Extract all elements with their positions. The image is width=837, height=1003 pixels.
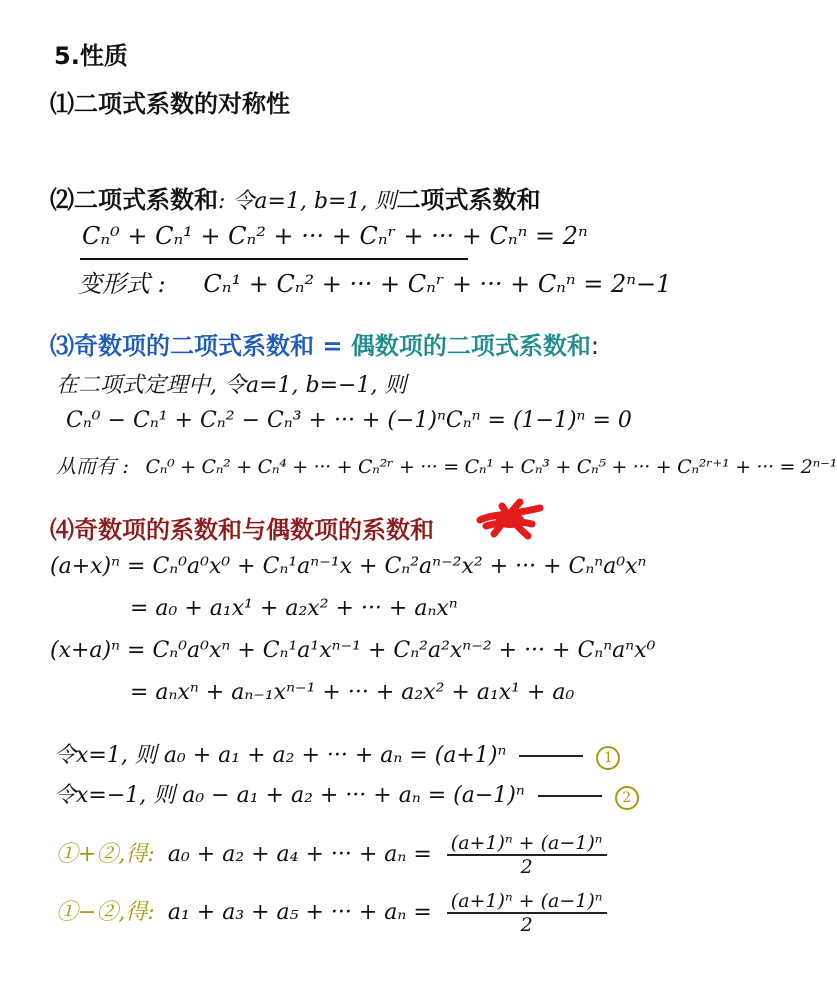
section-4-equation-a1: (a+x)ⁿ = Cₙ⁰a⁰x⁰ + Cₙ¹aⁿ⁻¹x + Cₙ²aⁿ⁻²x² + ··· + Cₙⁿa⁰xⁿ [50, 554, 647, 579]
section-2-condition: : 令a=1, b=1, 则 [218, 189, 397, 214]
section-2-heading: ⑵二项式系数和 [50, 186, 218, 214]
page-title: 5.性质 [54, 42, 128, 70]
section-1-heading: ⑴二项式系数的对称性 [50, 90, 290, 118]
section-4-let-2-leader [538, 795, 602, 797]
marker-2-icon: 2 [615, 786, 639, 810]
section-2-variant-label: 变形式 : [78, 270, 166, 298]
section-3-heading-even: 偶数项的二项式系数和 [350, 332, 591, 360]
section-4-heading: ⑷奇数项的系数和与偶数项的系数和 [50, 516, 434, 544]
red-star-mark-icon [472, 496, 548, 542]
section-4-diff-numerator: (a+1)ⁿ + (a−1)ⁿ [447, 890, 607, 914]
section-3-line-3 [56, 450, 837, 479]
section-4-sum-lhs: a₀ + a₂ + a₄ + ··· + aₙ = [167, 842, 432, 867]
section-4-equation-b2: = aₙxⁿ + aₙ₋₁xⁿ⁻¹ + ··· + a₂x² + a₁x¹ + a₀ [130, 680, 575, 705]
section-2-heading-tail: 二项式系数和 [396, 186, 541, 214]
section-4-let-2-text: 令x=−1, 则 a₀ − a₁ + a₂ + ··· + aₙ = (a−1)ⁿ [54, 783, 525, 808]
section-2-line [50, 180, 540, 215]
section-4-diff-label: ①−②,得: [56, 900, 155, 925]
section-2-equation-1: Cₙ⁰ + Cₙ¹ + Cₙ² + ··· + Cₙʳ + ··· + Cₙⁿ = 2ⁿ [82, 222, 588, 250]
section-2-underline [80, 258, 468, 260]
section-3-heading-odd: ⑶奇数项的二项式系数和 [50, 332, 314, 360]
section-4-equation-b1: (x+a)ⁿ = Cₙ⁰a⁰xⁿ + Cₙ¹a¹xⁿ⁻¹ + Cₙ²a²xⁿ⁻² + ··· + Cₙⁿaⁿx⁰ [50, 638, 656, 663]
section-4-let-1 [54, 738, 620, 770]
section-2-variant-line [78, 264, 671, 299]
section-4-let-2 [54, 778, 639, 810]
marker-1-icon: 1 [596, 746, 620, 770]
section-4-let-1-text: 令x=1, 则 a₀ + a₁ + a₂ + ··· + aₙ = (a+1)ⁿ [54, 743, 507, 768]
section-3-equation-1: Cₙ⁰ − Cₙ¹ + Cₙ² − Cₙ³ + ··· + (−1)ⁿCₙⁿ = (1−1)ⁿ = 0 [66, 408, 632, 433]
section-3-line-1: 在二项式定理中, 令a=1, b=−1, 则 [56, 373, 407, 398]
section-4-diff-denominator: 2 [520, 914, 533, 936]
section-4-diff-lhs: a₁ + a₃ + a₅ + ··· + aₙ = [167, 900, 432, 925]
section-4-let-1-leader [519, 755, 583, 757]
section-4-diff-fraction [447, 890, 607, 936]
section-2-equation-2: Cₙ¹ + Cₙ² + ··· + Cₙʳ + ··· + Cₙⁿ = 2ⁿ−1 [203, 270, 672, 298]
section-4-diff-line [56, 890, 607, 936]
section-3-line-3-label: 从而有 : [56, 454, 130, 478]
section-4-sum-label: ①+②,得: [56, 842, 155, 867]
section-4-sum-line [56, 832, 607, 878]
section-4-sum-denominator: 2 [520, 856, 533, 878]
section-3-heading [50, 326, 599, 361]
section-3-heading-equals: = [314, 332, 351, 360]
section-4-sum-fraction [447, 832, 607, 878]
section-4-sum-numerator: (a+1)ⁿ + (a−1)ⁿ [447, 832, 607, 856]
section-3-equation-2: Cₙ⁰ + Cₙ² + Cₙ⁴ + ··· + Cₙ²ʳ + ··· = Cₙ¹ + Cₙ³ + Cₙ⁵ + ··· + Cₙ²ʳ⁺¹ + ··· = 2ⁿ⁻¹ [145, 456, 837, 478]
section-3-heading-colon: : [590, 332, 599, 360]
section-4-equation-a2: = a₀ + a₁x¹ + a₂x² + ··· + aₙxⁿ [130, 596, 458, 621]
